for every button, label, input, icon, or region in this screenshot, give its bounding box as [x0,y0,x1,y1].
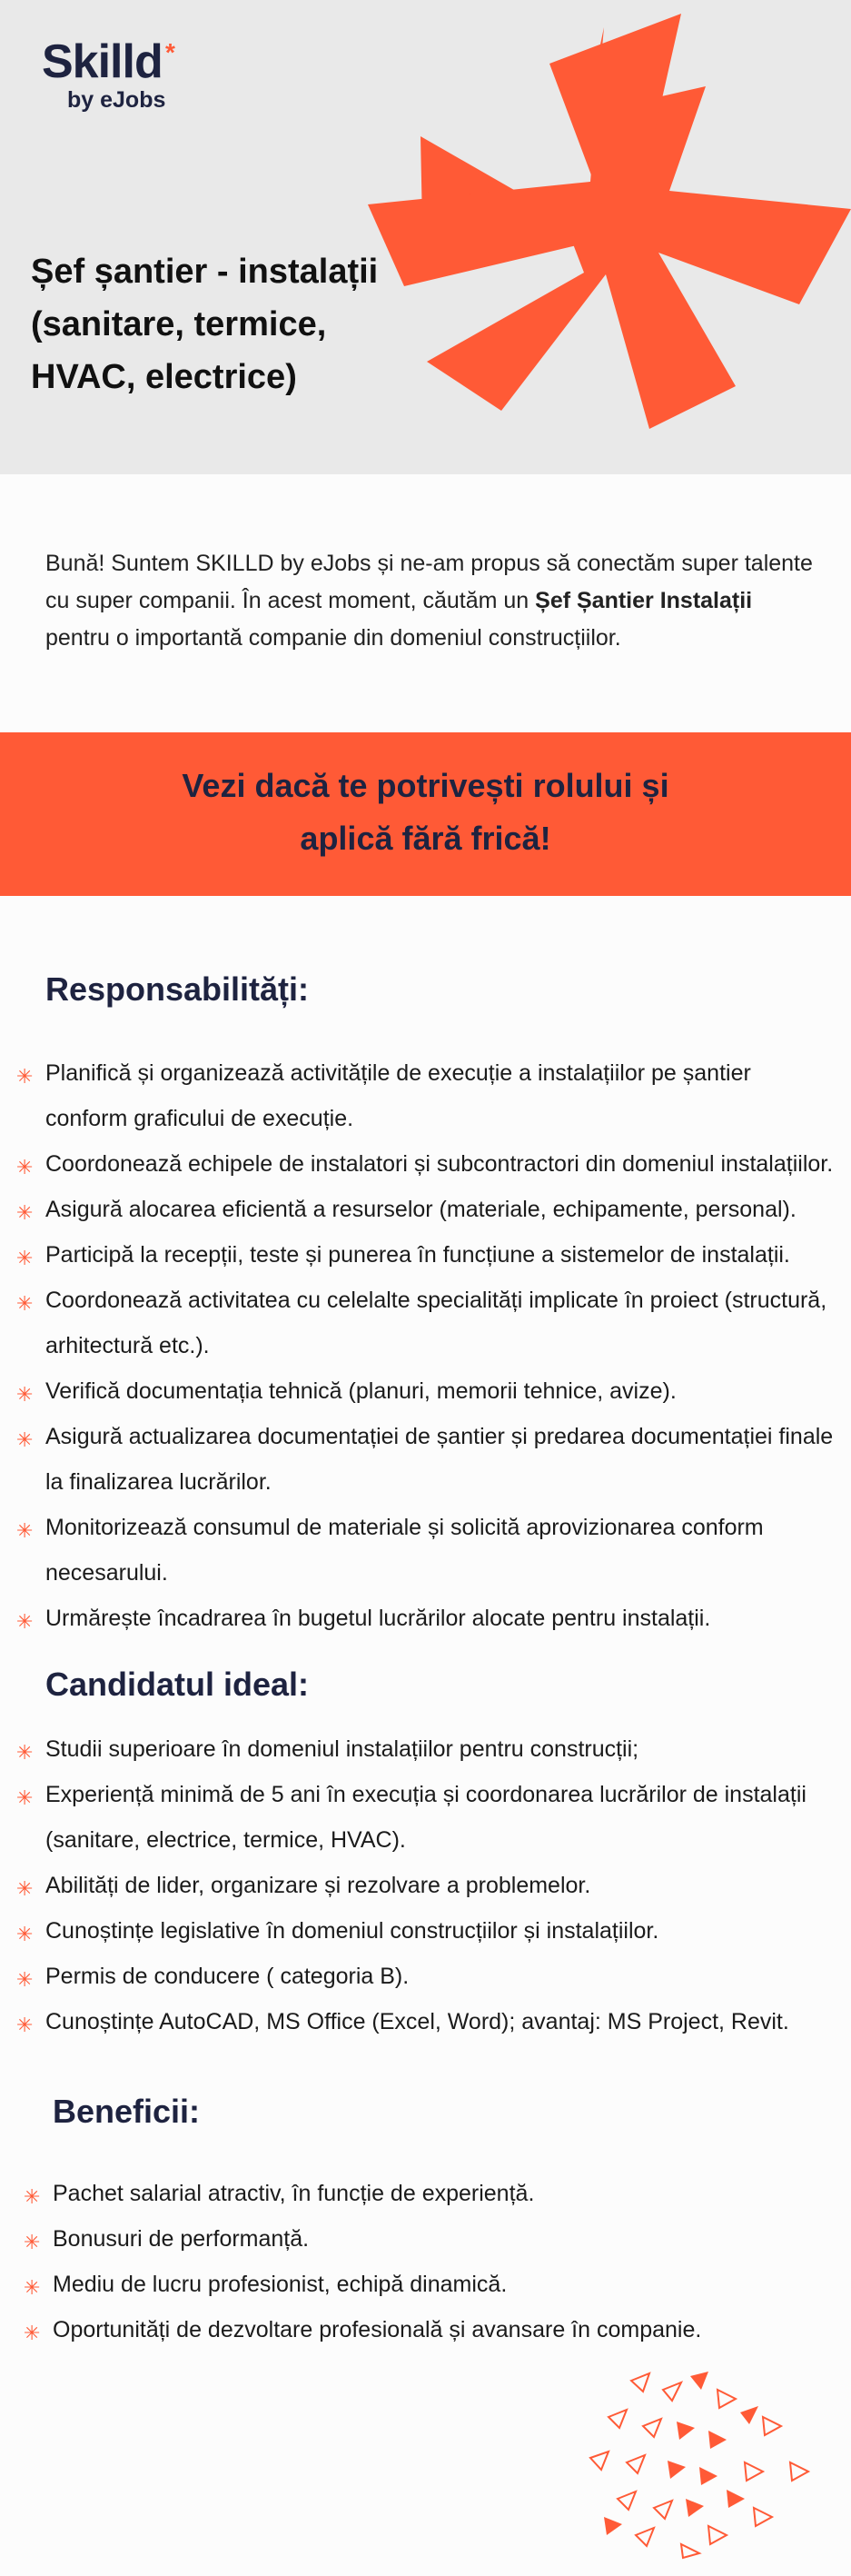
intro-text-end: pentru o importantă companie din domeniul construcțiilor. [45,625,621,651]
responsibilities-item-text: Asigură actualizarea documentației de șantier și predarea documentației finale la finalizarea lucrărilor. [45,1424,834,1495]
benefits-item-text: Pachet salarial atractiv, în funcție de experiență. [53,2181,535,2206]
responsibilities-item-text: Coordonează activitatea cu celelalte specialități implicate în proiect (structură, arhitectură etc.). [45,1288,827,1358]
responsibilities-item-text: Planifică și organizează activitățile de execuție a instalațiilor pe șantier conform graficului de execuție. [45,1060,751,1131]
responsibilities-item [0,1187,836,1232]
asterisk-icon: ✳ [16,1610,34,1633]
intro-paragraph [45,545,817,657]
candidate-item-text: Experiență minimă de 5 ani în execuția și coordonarea lucrărilor de instalații (sanitare, electrice, termice, HVAC). [45,1782,806,1853]
logo-subtitle: by eJobs [67,87,166,113]
cta-line2: aplică fără frică! [300,820,551,857]
responsibilities-item-text: Coordonează echipele de instalatori și subcontractori din domeniul instalațiilor. [45,1151,834,1177]
candidate-list [0,1726,836,2044]
benefits-item-text: Oportunități de dezvoltare profesională și avansare în companie. [53,2317,702,2342]
candidate-title: Candidatul ideal: [45,1666,310,1703]
job-title-line1: Șef șantier - instalații [31,253,379,291]
asterisk-icon: ✳ [16,1065,34,1088]
asterisk-icon: ✳ [16,1741,34,1764]
candidate-item-text: Abilități de lider, organizare și rezolvare a problemelor. [45,1873,591,1898]
asterisk-icon: ✳ [24,2276,41,2299]
asterisk-icon: ✳ [16,1428,34,1451]
candidate-item [0,1772,836,1863]
benefits-item [7,2307,836,2352]
responsibilities-item [0,1368,836,1414]
responsibilities-list [0,1050,836,1641]
asterisk-icon: ✳ [24,2231,41,2253]
responsibilities-item [0,1232,836,1278]
asterisk-icon: ✳ [16,1786,34,1809]
responsibilities-item-text: Asigură alocarea eficientă a resurselor (materiale, echipamente, personal). [45,1197,797,1222]
asterisk-icon: ✳ [16,2014,34,2036]
responsibilities-item-text: Urmărește încadrarea în bugetul lucrărilor alocate pentru instalații. [45,1606,711,1631]
candidate-item-text: Studii superioare în domeniul instalațiilor pentru construcții; [45,1736,639,1762]
asterisk-icon: ✳ [16,1968,34,1991]
candidate-item [0,1954,836,1999]
candidate-item-text: Cunoștințe AutoCAD, MS Office (Excel, Word); avantaj: MS Project, Revit. [45,2009,789,2034]
cta-banner [0,732,851,896]
candidate-item [0,1999,836,2044]
intro-role-highlight: Șef Șantier Instalații [535,588,753,613]
asterisk-icon: ✳ [24,2322,41,2344]
responsibilities-item [0,1596,836,1641]
job-title [31,245,430,403]
responsibilities-item-text: Monitorizează consumul de materiale și solicită aprovizionarea conform necesarului. [45,1515,764,1586]
cta-text [0,760,851,865]
responsibilities-item-text: Verifică documentația tehnică (planuri, memorii tehnice, avize). [45,1378,677,1404]
job-title-line3: HVAC, electrice) [31,358,297,396]
asterisk-icon: ✳ [16,1156,34,1179]
responsibilities-title: Responsabilități: [45,970,310,1008]
candidate-item-text: Cunoștințe legislative în domeniul construcțiilor și instalațiilor. [45,1918,659,1944]
hero-banner [0,0,851,474]
benefits-item [7,2171,836,2216]
candidate-item [0,1908,836,1954]
asterisk-icon: ✳ [16,1201,34,1224]
benefits-item-text: Mediu de lucru profesionist, echipă dinamică. [53,2272,508,2297]
intro-text-start: Bună! Suntem SKILLD by eJobs și ne-am propus să conectăm super talente cu super companii. În acest moment, căutăm un [45,551,813,613]
responsibilities-item [0,1414,836,1505]
candidate-item [0,1863,836,1908]
asterisk-icon: ✳ [16,1292,34,1315]
asterisk-icon: ✳ [16,1383,34,1406]
cta-line1: Vezi dacă te potrivești rolului și [182,767,669,804]
candidate-item-text: Permis de conducere ( categoria B). [45,1964,410,1989]
responsibilities-item [0,1278,836,1368]
job-title-line2: (sanitare, termice, [31,305,327,343]
benefits-item-text: Bonusuri de performanță. [53,2226,310,2252]
asterisk-icon: ✳ [16,1519,34,1542]
responsibilities-item [0,1050,836,1141]
benefits-item [7,2216,836,2262]
asterisk-icon: ✳ [24,2185,41,2208]
logo-asterisk: * [165,38,175,66]
logo-wordmark: Skilld [42,35,163,88]
asterisk-icon: ✳ [16,1923,34,1945]
responsibilities-item [0,1505,836,1596]
large-asterisk-icon [368,0,851,474]
asterisk-icon: ✳ [16,1247,34,1269]
asterisk-icon: ✳ [16,1877,34,1900]
benefits-list [7,2171,836,2352]
responsibilities-item [0,1141,836,1187]
candidate-item [0,1726,836,1772]
skilld-logo[interactable] [42,35,175,113]
benefits-title: Beneficii: [53,2093,201,2130]
benefits-item [7,2262,836,2307]
triangle-pattern-icon [581,2362,826,2562]
responsibilities-item-text: Participă la recepții, teste și punerea în funcțiune a sistemelor de instalații. [45,1242,790,1268]
